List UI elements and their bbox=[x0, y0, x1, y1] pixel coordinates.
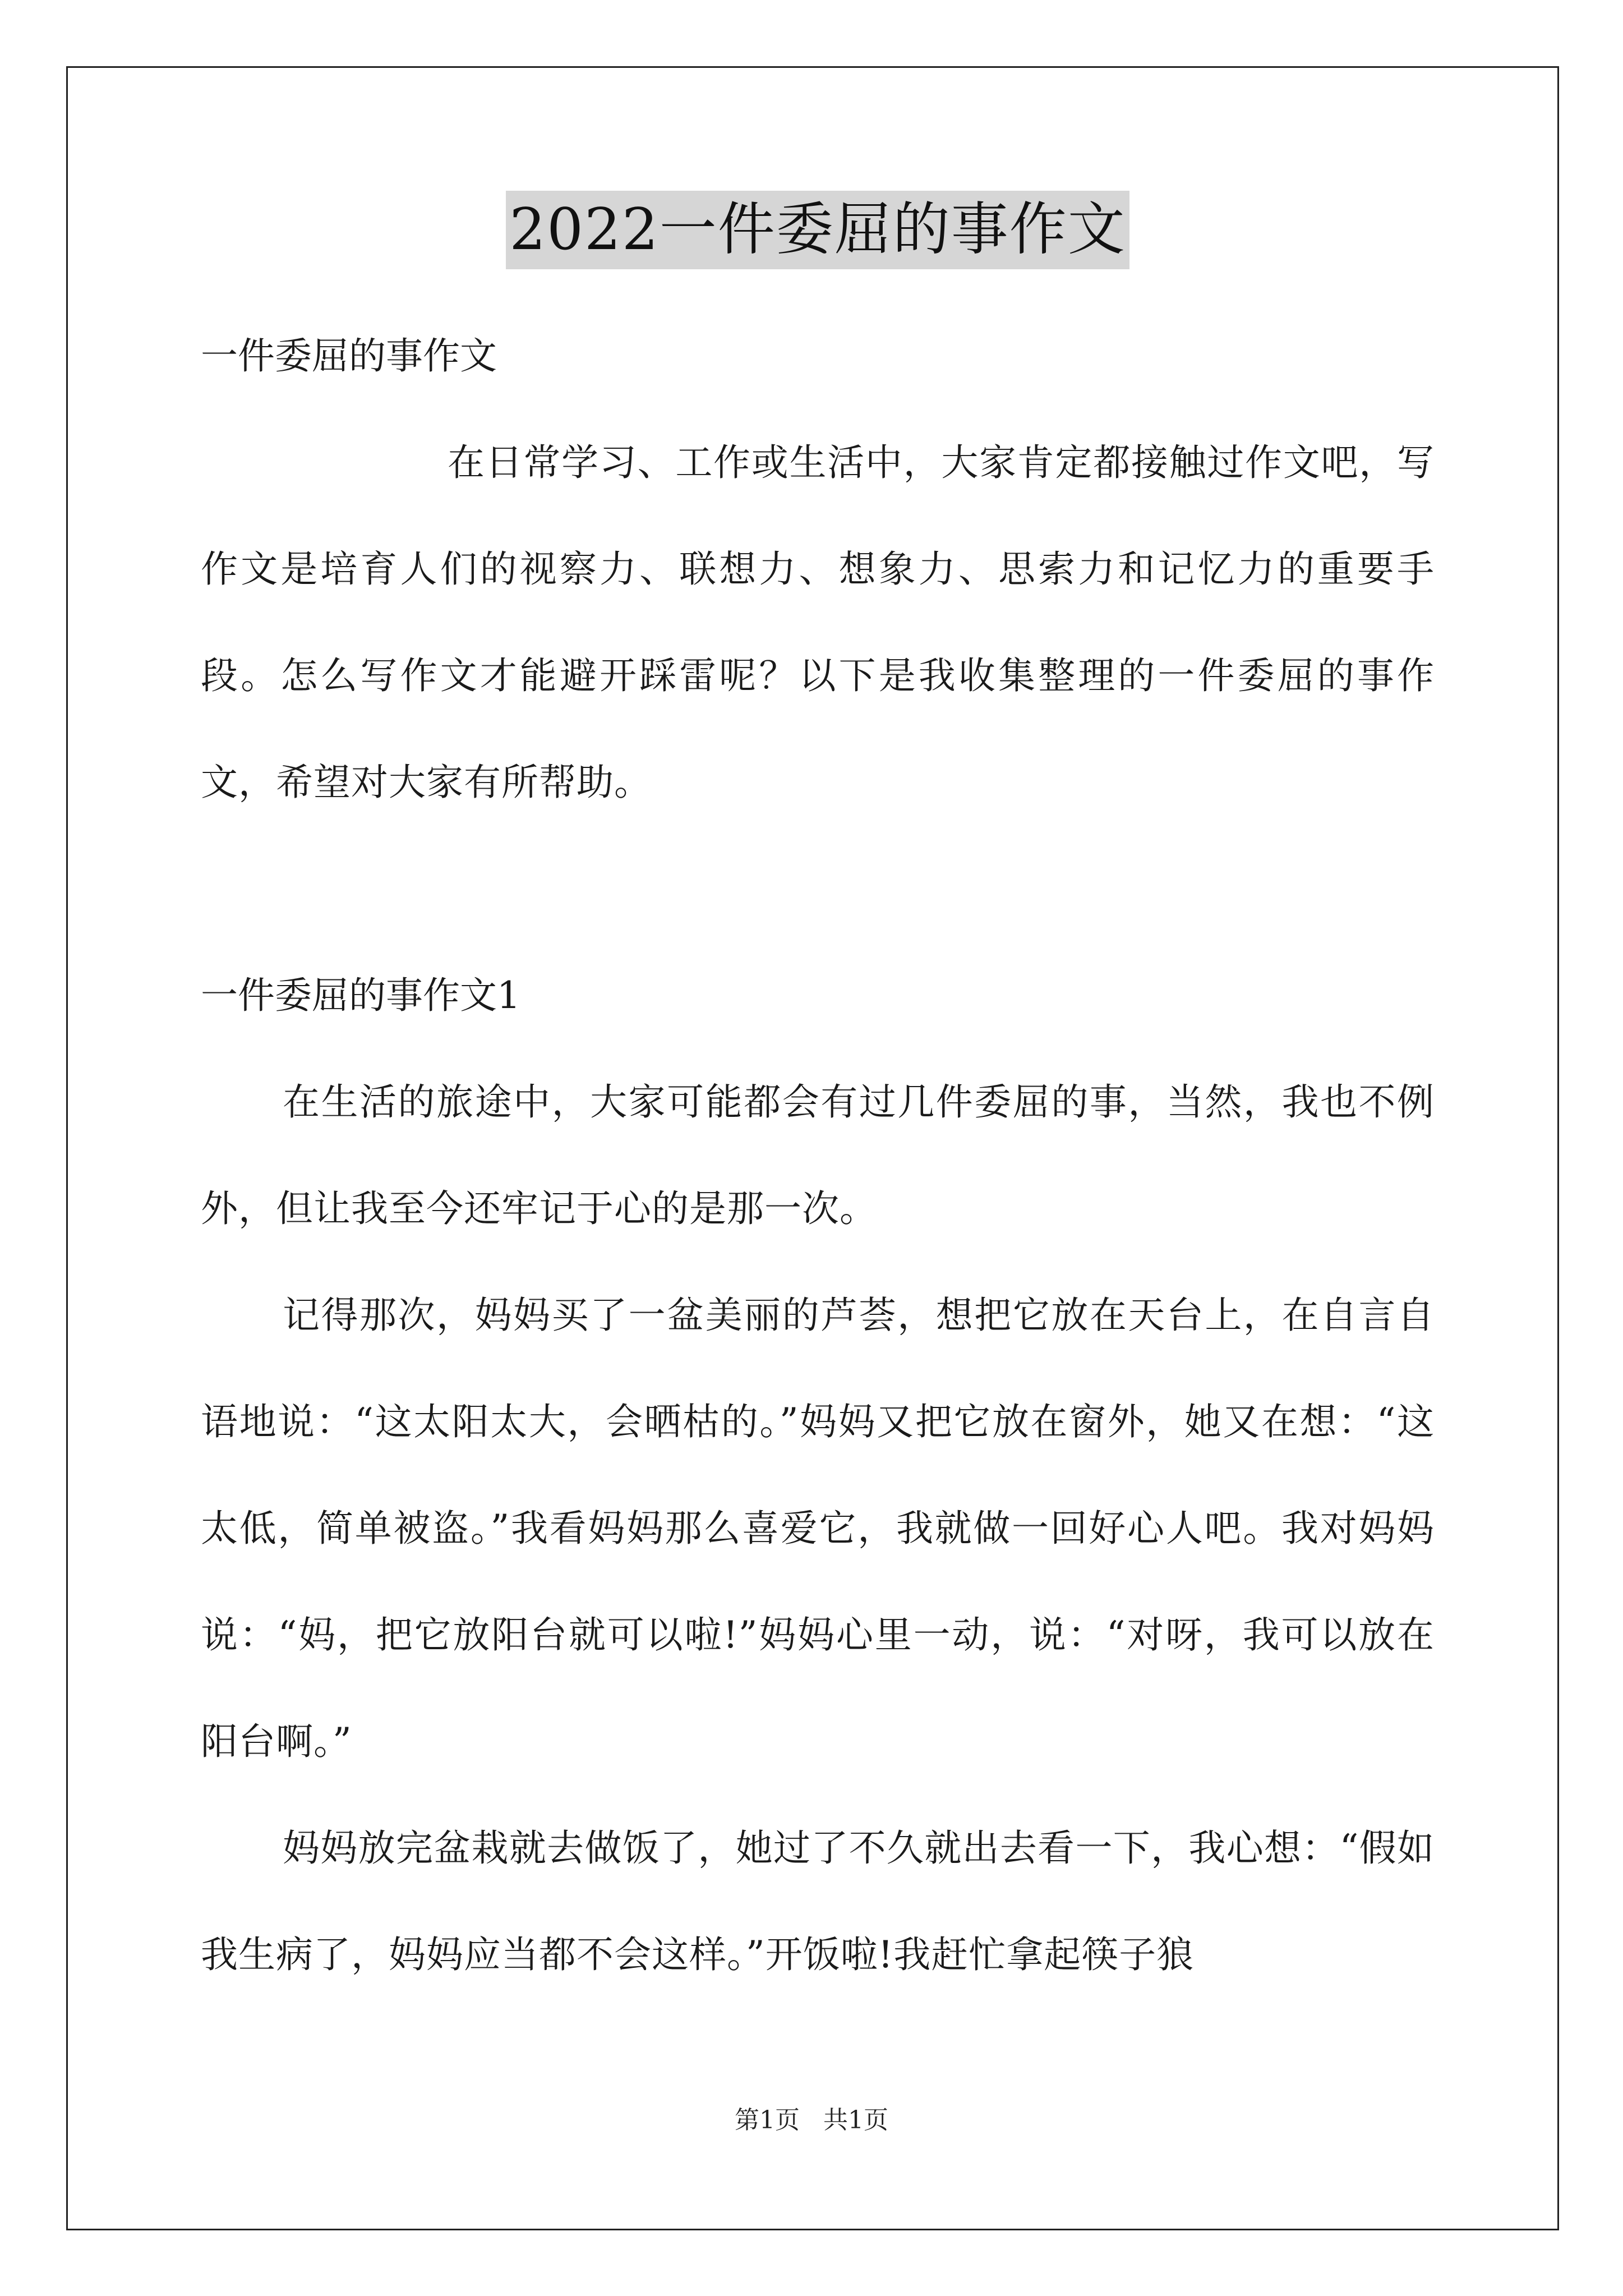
page-number: 第1页 bbox=[735, 2106, 800, 2134]
body-paragraph: 记得那次，妈妈买了一盆美丽的芦荟，想把它放在天台上，在自言自语地说：“这太阳太大，会晒枯的。”妈妈又把它放在窗外，她又在想：“这太低，简单被盗。”我看妈妈那么喜爱它，我就做一回好心人吧。我对妈妈说：“妈，把它放阳台就可以啦!”妈妈心里一动，说：“对呀，我可以放在阳台啊。” bbox=[201, 1294, 1435, 1763]
section-heading: 一件委屈的事作文1 bbox=[201, 974, 520, 1017]
page-total: 共1页 bbox=[823, 2106, 888, 2134]
subtitle: 一件委屈的事作文 bbox=[201, 334, 497, 378]
document-body bbox=[201, 191, 1435, 2008]
body-paragraph: 在生活的旅途中，大家可能都会有过几件委屈的事，当然，我也不例外，但让我至今还牢记于心的是那一次。 bbox=[201, 1080, 1435, 1230]
page-footer bbox=[0, 2104, 1623, 2137]
body-paragraph: 妈妈放完盆栽就去做饭了，她过了不久就出去看一下，我心想：“假如我生病了，妈妈应当都不会这样。”开饭啦!我赶忙拿起筷子狼 bbox=[201, 1826, 1435, 1976]
document-title: 2022一件委屈的事作文 bbox=[506, 191, 1129, 269]
spacer bbox=[201, 836, 1435, 942]
intro-paragraph: 在日常学习、工作或生活中，大家肯定都接触过作文吧，写作文是培育人们的视察力、联想力、想象力、思索力和记忆力的重要手段。怎么写作文才能避开踩雷呢？以下是我收集整理的一件委屈的事作文，希望对大家有所帮助。 bbox=[201, 441, 1435, 804]
title-wrap bbox=[201, 191, 1435, 280]
